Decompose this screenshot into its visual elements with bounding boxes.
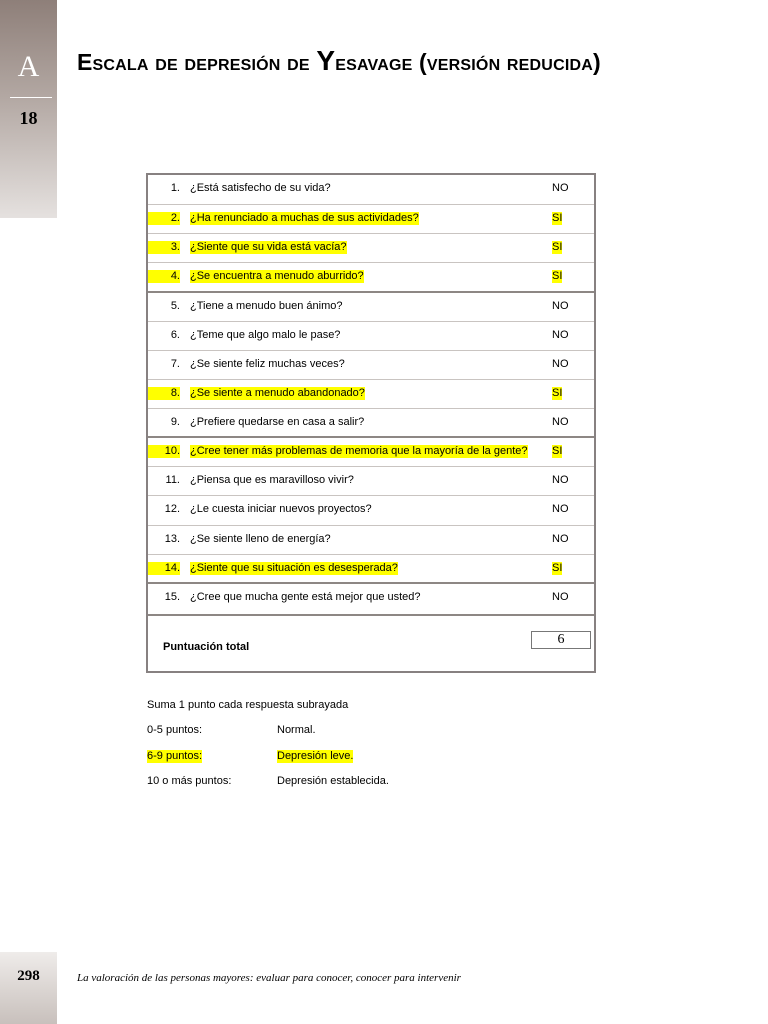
question-answer: SI	[552, 241, 563, 253]
question-text: ¿Se siente feliz muchas veces?	[190, 358, 345, 370]
question-text: ¿Prefiere quedarse en casa a salir?	[190, 416, 365, 428]
question-text: ¿Cree que mucha gente está mejor que usted?	[190, 591, 421, 603]
question-row	[148, 351, 594, 380]
title-cap-letter: Y	[316, 45, 336, 76]
question-text: ¿Siente que su vida está vacía?	[190, 241, 347, 253]
legend-desc: Depresión leve.	[277, 750, 354, 762]
question-text: ¿Está satisfecho de su vida?	[190, 182, 331, 194]
question-text: ¿Le cuesta iniciar nuevos proyectos?	[190, 503, 372, 515]
legend-desc: Depresión establecida.	[277, 775, 389, 787]
question-number: 4.	[148, 270, 180, 283]
question-text: ¿Siente que su situación es desesperada?	[190, 562, 398, 574]
legend-range: 0-5 puntos:	[147, 724, 203, 736]
question-row	[148, 263, 594, 293]
question-row	[148, 293, 594, 322]
question-row	[148, 555, 594, 584]
question-number: 12.	[164, 503, 180, 515]
page-title	[77, 42, 677, 81]
question-text: ¿Teme que algo malo le pase?	[190, 329, 341, 341]
question-row	[148, 380, 594, 409]
question-answer: NO	[552, 300, 569, 312]
page-number: 298	[17, 968, 40, 984]
question-number: 7.	[170, 358, 180, 370]
question-text: ¿Piensa que es maravilloso vivir?	[190, 474, 354, 486]
question-text: ¿Se encuentra a menudo aburrido?	[190, 270, 364, 282]
question-number: 1.	[170, 182, 180, 194]
question-answer: NO	[552, 182, 569, 194]
question-text: ¿Tiene a menudo buen ánimo?	[190, 300, 343, 312]
question-answer: SI	[552, 270, 563, 282]
question-answer: NO	[552, 474, 569, 486]
question-number: 15.	[164, 591, 180, 603]
question-number: 3.	[148, 241, 180, 254]
question-row	[148, 322, 594, 351]
question-answer: SI	[552, 445, 563, 457]
legend-desc: Normal.	[277, 724, 316, 736]
footer-title: La valoración de las personas mayores: evaluar para conocer, conocer para intervenir	[77, 972, 461, 984]
legend-range: 10 o más puntos:	[147, 775, 232, 787]
question-answer: SI	[552, 387, 563, 399]
question-row	[148, 438, 594, 467]
question-number: 10.	[148, 445, 180, 458]
question-number: 13.	[164, 533, 180, 545]
question-row	[148, 467, 594, 496]
total-score-box: 6	[531, 631, 591, 649]
question-answer: NO	[552, 416, 569, 428]
question-row	[148, 409, 594, 438]
question-text: ¿Cree tener más problemas de memoria que la mayoría de la gente?	[190, 445, 528, 457]
question-answer: NO	[552, 591, 569, 603]
question-answer: SI	[552, 562, 563, 574]
chapter-number: 18	[19, 108, 38, 128]
question-number: 2.	[148, 212, 180, 225]
question-number: 9.	[170, 416, 180, 428]
title-part-2: esavage (	[335, 49, 427, 75]
chapter-letter: A	[17, 50, 40, 83]
question-text: ¿Ha renunciado a muchas de sus actividades?	[190, 212, 419, 224]
question-text: ¿Se siente a menudo abandonado?	[190, 387, 365, 399]
chapter-tab	[0, 0, 57, 218]
question-answer: SI	[552, 212, 563, 224]
question-answer: NO	[552, 329, 569, 341]
question-text: ¿Se siente lleno de energía?	[190, 533, 331, 545]
question-answer: NO	[552, 358, 569, 370]
question-number: 6.	[170, 329, 180, 341]
title-part-3: versión reducida)	[426, 49, 601, 75]
question-number: 5.	[170, 300, 180, 312]
question-number: 14.	[148, 562, 180, 575]
question-row	[148, 496, 594, 526]
title-part-1: Escala de depresión de	[77, 49, 317, 75]
chapter-divider	[10, 97, 52, 98]
total-score-label: Puntuación total	[163, 641, 250, 653]
question-number: 11.	[165, 474, 180, 486]
question-answer: NO	[552, 533, 569, 545]
footer-tab	[0, 952, 57, 1024]
questionnaire-table	[146, 173, 596, 673]
question-row	[148, 584, 594, 616]
scoring-note-text: Suma 1 punto cada respuesta subrayada	[147, 699, 349, 711]
question-row	[148, 234, 594, 263]
question-row	[148, 205, 594, 234]
legend-range: 6-9 puntos:	[147, 750, 203, 762]
question-row	[148, 175, 594, 205]
question-row	[148, 526, 594, 555]
question-number: 8.	[148, 387, 180, 400]
question-answer: NO	[552, 503, 569, 515]
